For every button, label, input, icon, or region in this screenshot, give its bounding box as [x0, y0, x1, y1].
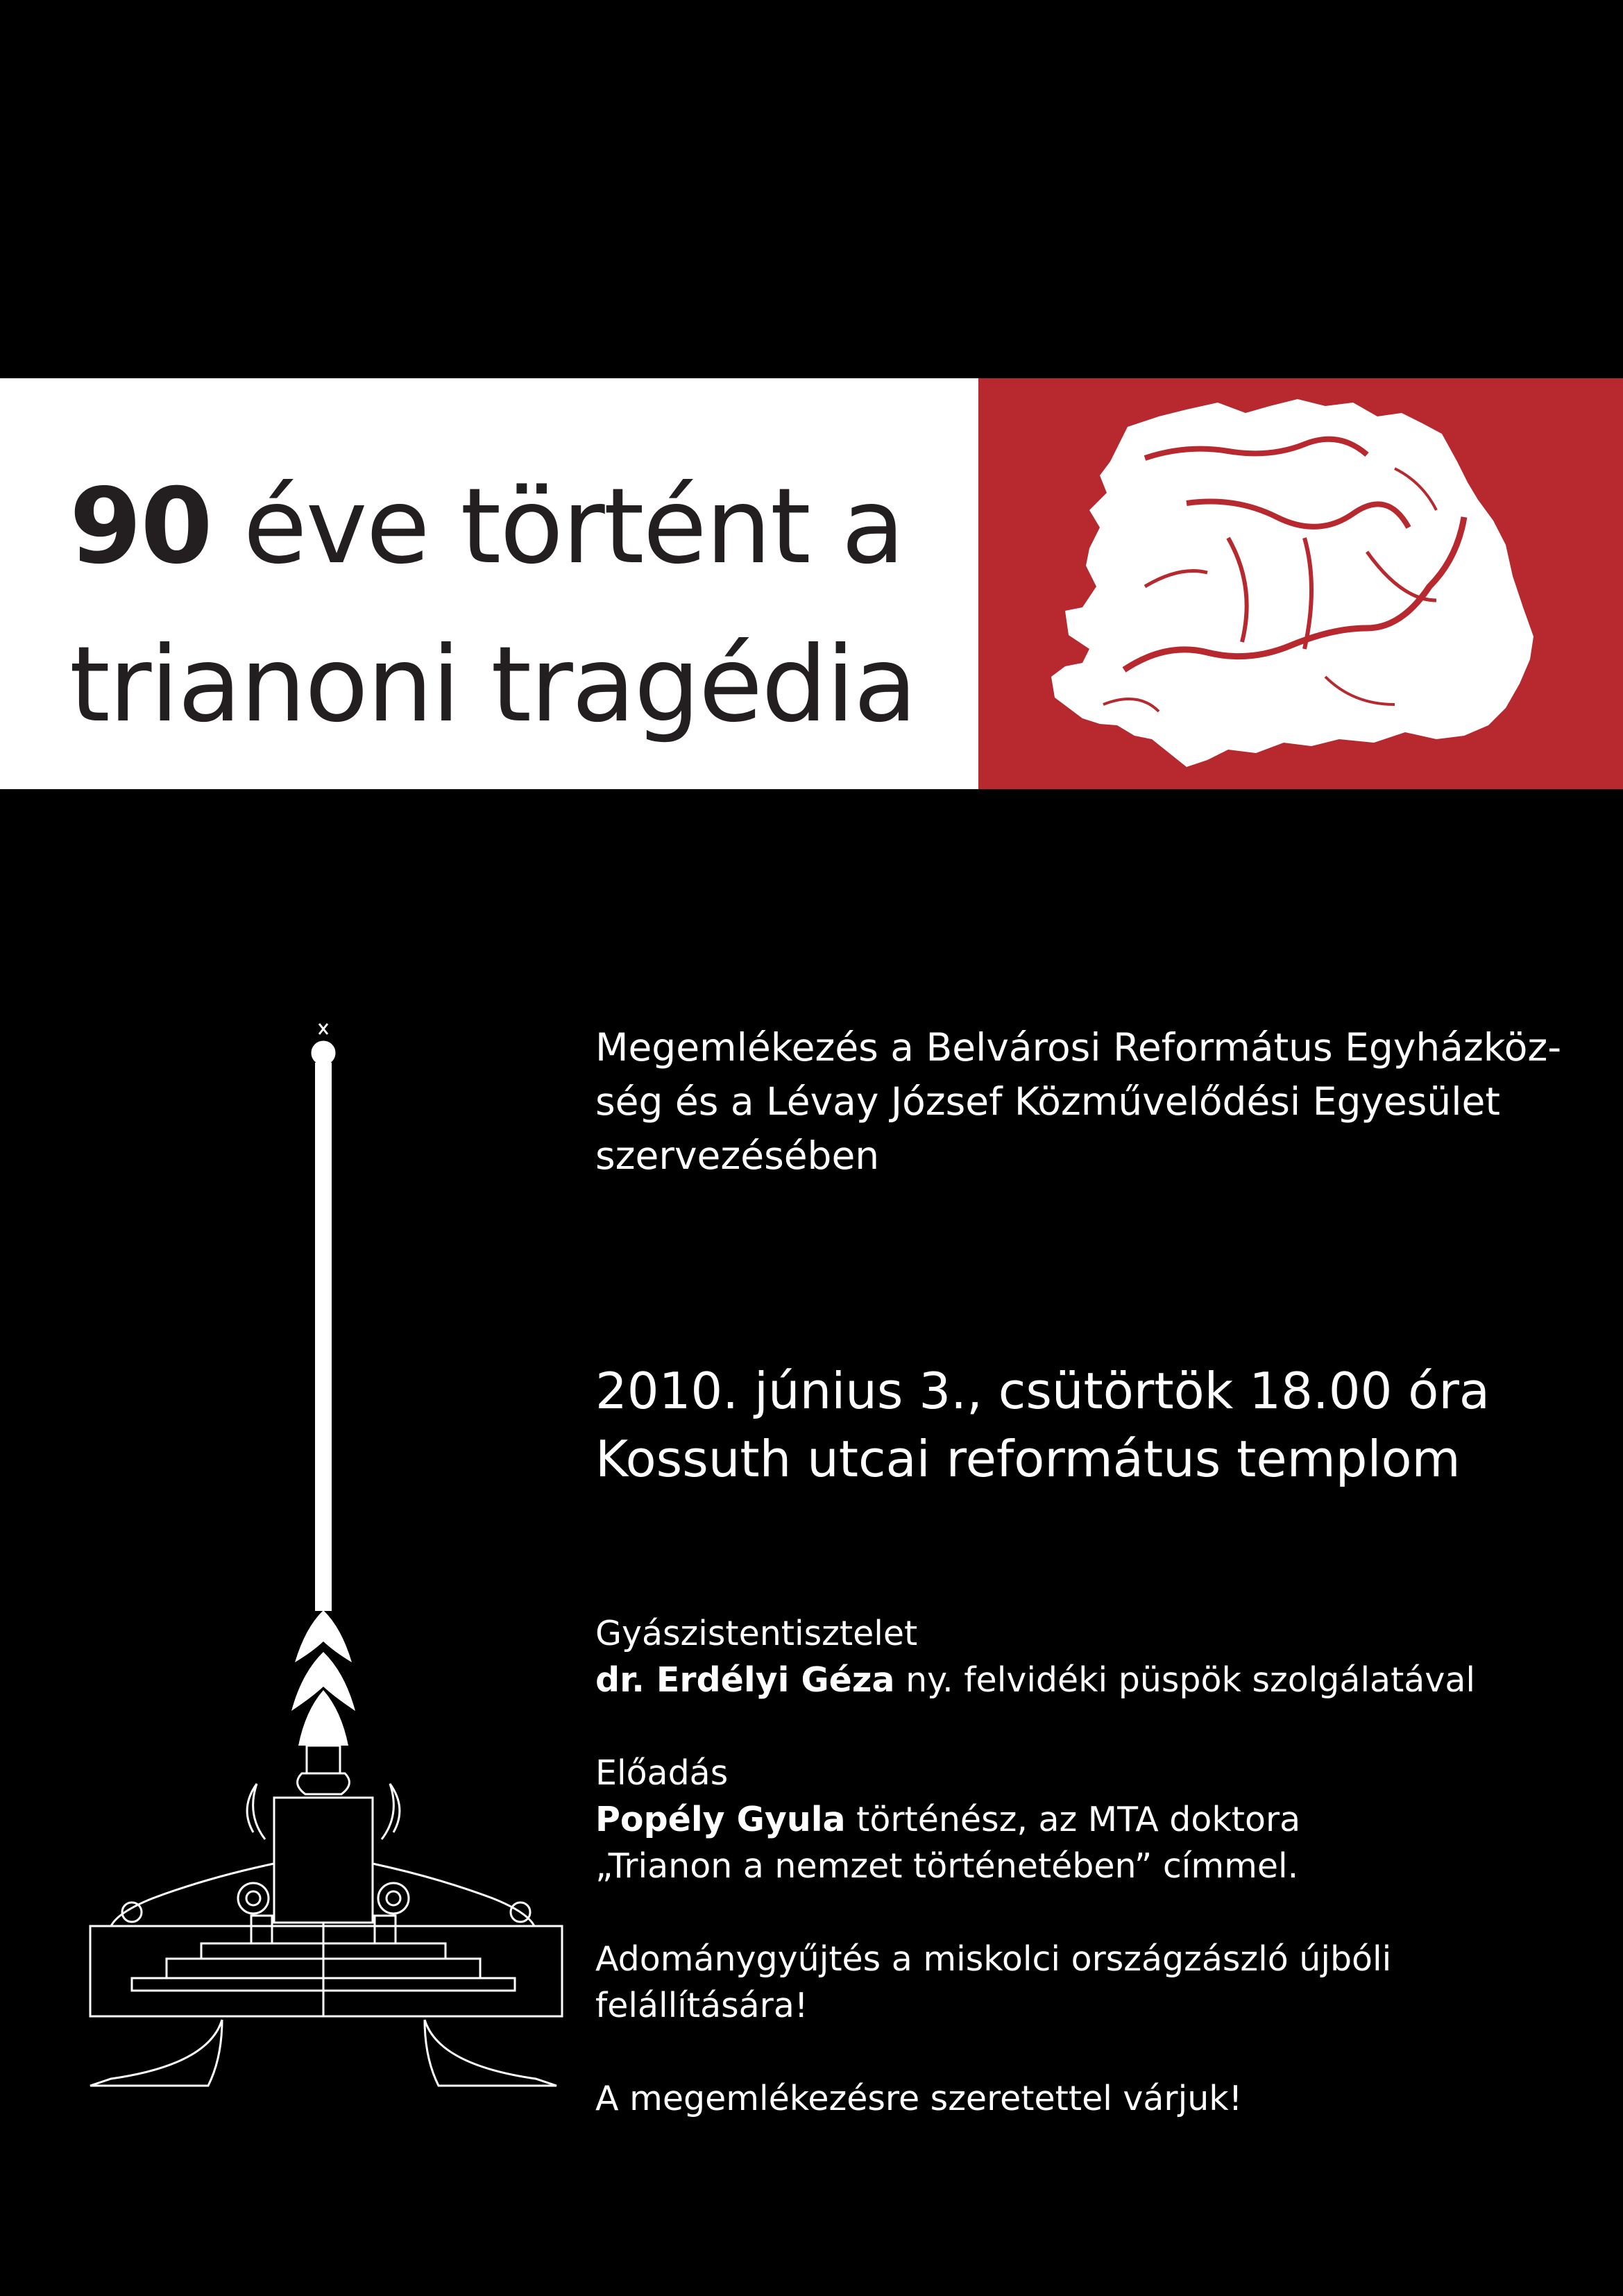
lecture-person: Popély Gyula	[595, 1800, 846, 1839]
page-title	[69, 448, 916, 764]
title-number: 90	[69, 466, 212, 587]
event-intro: Megemlékezés a Belvárosi Református Egyházköz- ség és a Lévay József Közművelődési Egyesület szervezésében	[595, 1025, 1562, 1178]
service-title: Gyászistentisztelet	[595, 1614, 918, 1653]
lecture-subject: „Trianon a nemzet történetében” címmel.	[595, 1846, 1299, 1886]
lecture-role: történész, az MTA doktora	[845, 1800, 1301, 1839]
service-role: ny. felvidéki püspök szolgálatával	[894, 1660, 1475, 1700]
title-line-2: trianoni tragédia	[69, 625, 917, 745]
event-program	[595, 1610, 1581, 2122]
spacer	[595, 1703, 1581, 1750]
lecture-title: Előadás	[595, 1753, 729, 1793]
event-date: 2010. június 3., csütörtök 18.00 óra	[595, 1362, 1490, 1420]
title-line-1	[69, 448, 916, 606]
closing-note: A megemlékezésre szeretettel várjuk!	[595, 2079, 1243, 2118]
event-place: Kossuth utcai református templom	[595, 1430, 1461, 1488]
map-panel	[978, 378, 1623, 789]
spacer	[595, 1889, 1581, 1936]
historic-hungary-map-icon	[978, 378, 1623, 789]
service-line	[595, 1657, 1581, 1703]
title-line-1-text: éve történt a	[243, 466, 904, 587]
service-person: dr. Erdélyi Géza	[595, 1660, 895, 1700]
spacer	[595, 2029, 1581, 2075]
event-when-where	[595, 1357, 1581, 1493]
lecture-line	[595, 1796, 1581, 1843]
donation-note: Adománygyűjtés a miskolci országzászló újbóli felállítására!	[595, 1939, 1392, 2025]
flagpole-monument-icon	[83, 1017, 569, 2096]
